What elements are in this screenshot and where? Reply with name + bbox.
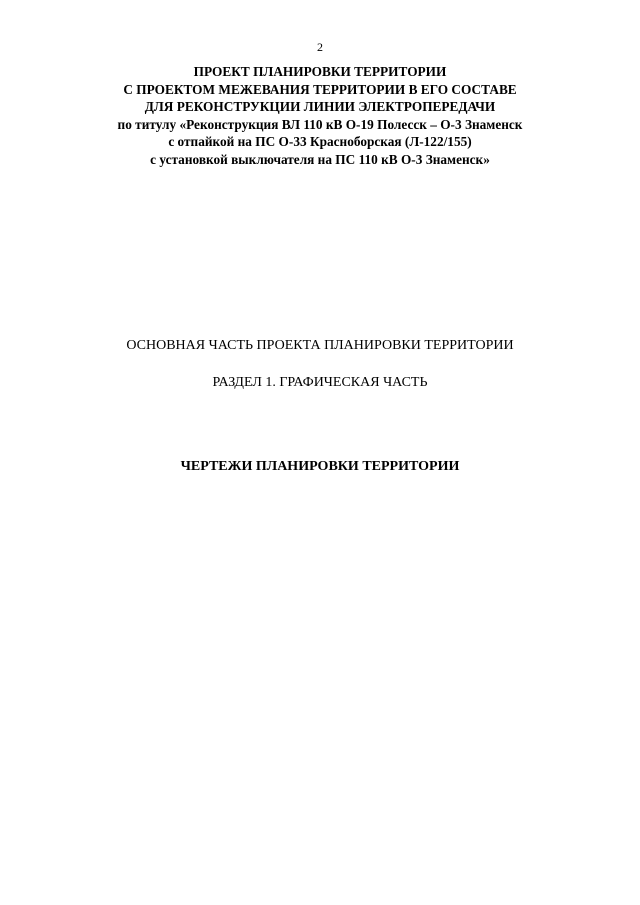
title-line: по титулу «Реконструкция ВЛ 110 кВ О-19 Полесск – О-3 Знаменск — [117, 116, 523, 132]
section-heading: РАЗДЕЛ 1. ГРАФИЧЕСКАЯ ЧАСТЬ — [212, 375, 428, 390]
page-number: 2 — [317, 40, 323, 54]
title-line: с отпайкой на ПС О-33 Красноборская (Л-122/155) — [168, 134, 472, 150]
title-line: С ПРОЕКТОМ МЕЖЕВАНИЯ ТЕРРИТОРИИ В ЕГО СОСТАВЕ — [123, 81, 517, 97]
title-line: ПРОЕКТ ПЛАНИРОВКИ ТЕРРИТОРИИ — [193, 64, 447, 79]
main-part-heading: ОСНОВНАЯ ЧАСТЬ ПРОЕКТА ПЛАНИРОВКИ ТЕРРИТОРИИ — [126, 338, 514, 353]
document-title — [0, 63, 640, 169]
title-line: с установкой выключателя на ПС 110 кВ О-3 Знаменск» — [150, 151, 490, 167]
drawings-heading: ЧЕРТЕЖИ ПЛАНИРОВКИ ТЕРРИТОРИИ — [180, 459, 460, 474]
title-line: ДЛЯ РЕКОНСТРУКЦИИ ЛИНИИ ЭЛЕКТРОПЕРЕДАЧИ — [144, 99, 496, 115]
